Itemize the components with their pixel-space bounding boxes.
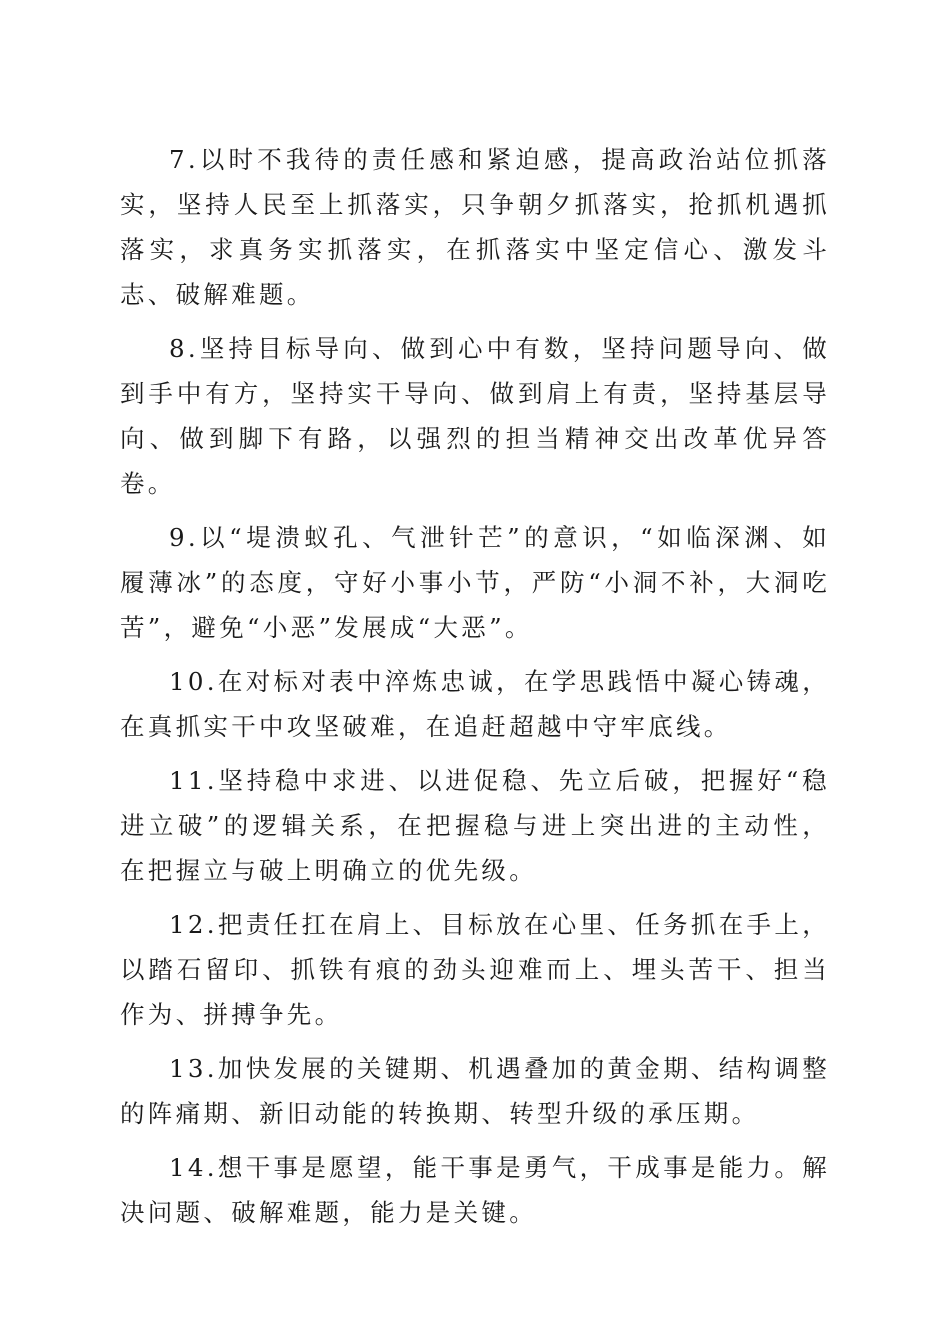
paragraph-7: 7.以时不我待的责任感和紧迫感，提高政治站位抓落实，坚持人民至上抓落实，只争朝夕抓落实，抢抓机遇抓落实，求真务实抓落实，在抓落实中坚定信心、激发斗志、破解难题。	[120, 145, 830, 309]
document-body	[120, 137, 830, 1244]
paragraph-10: 10.在对标对表中淬炼忠诚，在学思践悟中凝心铸魂，在真抓实干中攻坚破难，在追赶超越中守牢底线。	[120, 667, 830, 741]
paragraph-9: 9.以“堤溃蚁孔、气泄针芒”的意识，“如临深渊、如履薄冰”的态度，守好小事小节，严防“小洞不补，大洞吃苦”，避免“小恶”发展成“大恶”。	[120, 523, 830, 642]
paragraph-14: 14.想干事是愿望，能干事是勇气，干成事是能力。解决问题、破解难题，能力是关键。	[120, 1153, 830, 1227]
paragraph-8: 8.坚持目标导向、做到心中有数，坚持问题导向、做到手中有方，坚持实干导向、做到肩上有责，坚持基层导向、做到脚下有路，以强烈的担当精神交出改革优异答卷。	[120, 334, 830, 498]
paragraph-12: 12.把责任扛在肩上、目标放在心里、任务抓在手上，以踏石留印、抓铁有痕的劲头迎难而上、埋头苦干、担当作为、拼搏争先。	[120, 910, 830, 1029]
paragraph-13: 13.加快发展的关键期、机遇叠加的黄金期、结构调整的阵痛期、新旧动能的转换期、转型升级的承压期。	[120, 1054, 830, 1128]
paragraph-11: 11.坚持稳中求进、以进促稳、先立后破，把握好“稳进立破”的逻辑关系，在把握稳与进上突出进的主动性，在把握立与破上明确立的优先级。	[120, 766, 830, 885]
